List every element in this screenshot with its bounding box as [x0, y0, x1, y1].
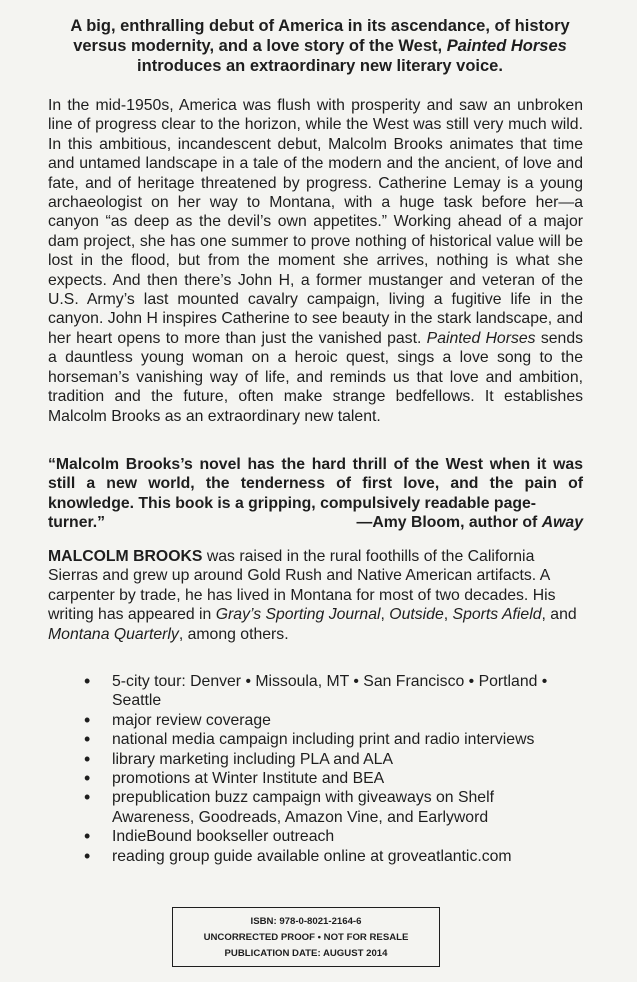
quote-attribution-line	[48, 513, 583, 532]
publication-name: Gray’s Sporting Journal	[215, 606, 381, 624]
quote-attribution	[357, 513, 583, 532]
author-bio	[48, 547, 583, 644]
marketing-list	[80, 672, 560, 866]
proof-info-box	[172, 907, 440, 967]
bullet-icon: •	[84, 768, 91, 789]
quote-text: “Malcolm Brooks’s novel has the hard thrill of the West when it was still a new world, the tenderness of first love, and the pain of knowledge. This book is a gripping, compulsively readable page-	[48, 456, 583, 512]
isbn: ISBN: 978-0-8021-2164-6	[250, 916, 362, 927]
bullet-icon: •	[84, 671, 91, 691]
list-item	[80, 769, 560, 788]
list-item	[80, 711, 560, 730]
bullet-icon: •	[84, 748, 91, 769]
list-item-text: promotions at Winter Institute and BEA	[112, 770, 385, 788]
tagline-text: A big, enthralling debut of America in its ascendance, of history versus modernity, and a love story of the West,	[70, 17, 570, 55]
list-item-text: prepublication buzz campaign with giveaways on Shelf Awareness, Goodreads, Amazon Vine, and Earlyword	[112, 789, 494, 826]
separator: , and	[541, 606, 577, 624]
book-title: Painted Horses	[446, 37, 567, 55]
attribution-author: —Amy Bloom, author of	[356, 514, 542, 532]
bio-text-end: , among others.	[178, 625, 289, 643]
bullet-icon: •	[84, 787, 91, 808]
list-item	[80, 827, 560, 846]
tagline	[50, 16, 590, 76]
publication-name: Sports Afield	[452, 606, 542, 624]
list-item	[80, 730, 560, 749]
attribution-book-title: Away	[541, 514, 583, 532]
bullet-icon: •	[84, 826, 91, 847]
tagline-text-end: introduces an extraordinary new literary voice.	[137, 57, 503, 75]
list-item-text: IndieBound bookseller outreach	[112, 828, 335, 846]
description-text: In the mid-1950s, America was flush with prosperity and saw an unbroken line of progress clear to the horizon, while the West was still very much wild. In this ambitious, incandescent debut, Malcolm Brooks animates that time and untamed landscape in a tale of the modern and the ancient, of love and fate, and of heritage threatened by progress. Catherine Lemay is a young archaeologist on her way to Montana, with a huge task before her—a canyon “as deep as the devil’s own appetites.” Working ahead of a major dam project, she has one summer to prove nothing of historical value will be lost in the flood, but from the moment she arrives, nothing is what she expects. And then there’s John H, a former mustanger and veteran of the U.S. Army’s last mounted cavalry campaign, living a fugitive life in the canyon. John H inspires Catherine to see beauty in the stark landscape, and her heart opens to more than just the vanished past.	[48, 97, 583, 347]
description-text-end: sends a dauntless young woman on a heroic quest, sings a love song to the horseman’s vanishing way of life, and reminds us that love and ambition, tradition and the future, often make strange bedfellows. It establishes Malcolm Brooks as an extraordinary new talent.	[48, 329, 583, 425]
quote-text-end: turner.”	[48, 514, 106, 532]
list-item-text: reading group guide available online at groveatlantic.com	[112, 847, 512, 865]
publication-name: Montana Quarterly	[48, 625, 179, 643]
proof-notice: UNCORRECTED PROOF • NOT FOR RESALE	[203, 932, 409, 943]
separator: ,	[380, 606, 390, 624]
list-item-text: major review coverage	[112, 711, 271, 729]
publication-date: PUBLICATION DATE: AUGUST 2014	[224, 948, 388, 959]
separator: ,	[443, 606, 453, 624]
list-item-text: national media campaign including print and radio interviews	[112, 731, 535, 749]
bio-text: was raised in the rural foothills of the California Sierras and grew up around Gold Rush and Native American artifacts. A carpenter by trade, he has lived in Montana for most of two decades. His writing has appeared in	[48, 548, 556, 624]
bullet-icon: •	[84, 709, 91, 730]
bullet-icon: •	[84, 729, 91, 750]
list-item-text: 5-city tour: Denver • Missoula, MT • San Francisco • Portland • Seattle	[112, 673, 548, 710]
book-description	[48, 96, 583, 426]
bullet-icon: •	[84, 845, 91, 866]
blurb-quote	[48, 455, 583, 533]
author-name: MALCOLM BROOKS	[48, 548, 203, 565]
list-item-text: library marketing including PLA and ALA	[112, 750, 393, 768]
list-item	[80, 672, 560, 711]
book-title: Painted Horses	[426, 329, 536, 347]
list-item	[80, 788, 560, 827]
publication-name: Outside	[389, 606, 444, 624]
list-item	[80, 750, 560, 769]
list-item	[80, 847, 560, 866]
